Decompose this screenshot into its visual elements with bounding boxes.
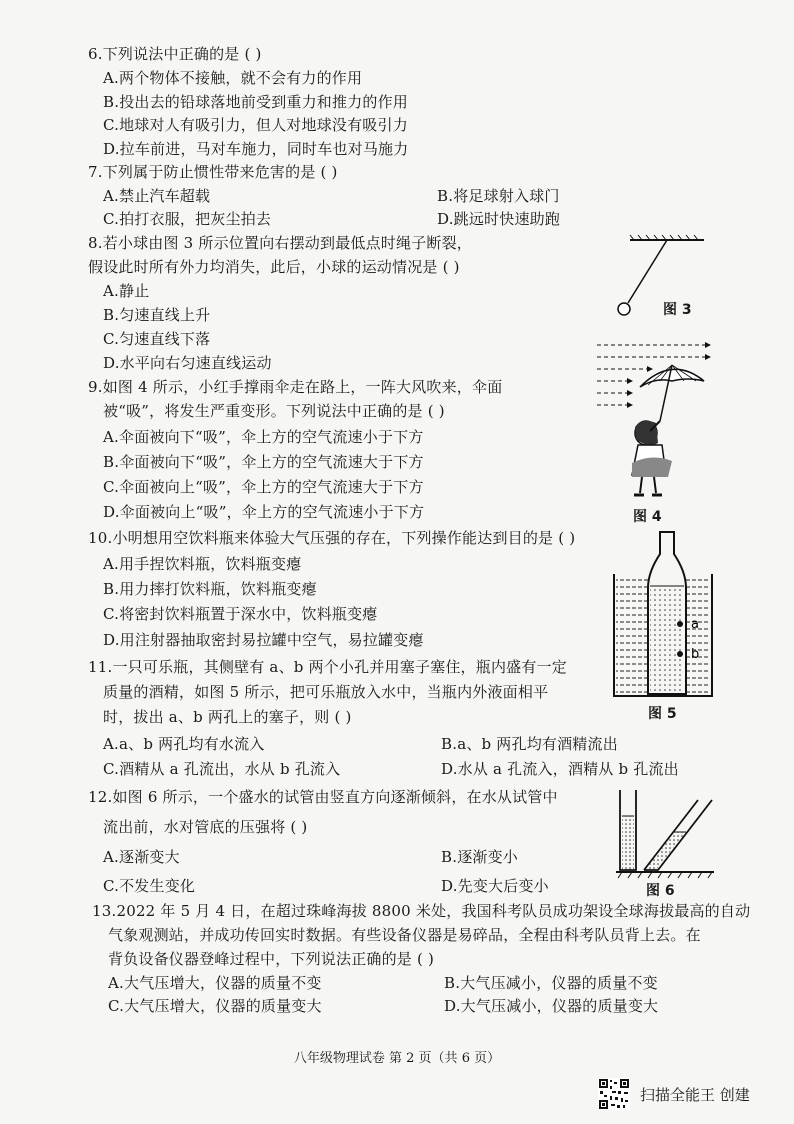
q11-stem-line2: 质量的酒精，如图 5 所示，把可乐瓶放入水中，当瓶内外液面相平 [103, 683, 549, 701]
scanner-watermark-label: 扫描全能王 创建 [640, 1086, 750, 1104]
q9-option-a: A.伞面被向下“吸”，伞上方的空气流速小于下方 [103, 428, 424, 446]
q13-option-b: B.大气压减小，仪器的质量不变 [444, 974, 658, 992]
q10-option-d: D.用注射器抽取密封易拉罐中空气，易拉罐变瘪 [103, 631, 424, 649]
q7-option-d: D.跳远时快速助跑 [437, 210, 561, 228]
figure-5-caption: 图 5 [648, 706, 677, 722]
q10-option-a: A.用手捏饮料瓶，饮料瓶变瘪 [103, 555, 302, 573]
q13-option-d: D.大气压减小，仪器的质量变大 [444, 997, 659, 1015]
q12-option-d: D.先变大后变小 [441, 877, 549, 895]
q11-stem-line3: 时，拔出 a、b 两孔上的塞子，则 ( ) [103, 708, 352, 726]
figure-3-pendulum [612, 232, 712, 322]
q12-stem-line1: 12.如图 6 所示，一个盛水的试管由竖直方向逐渐倾斜，在水从试管中 [88, 788, 558, 806]
q6-stem: 6.下列说法中正确的是 ( ) [88, 45, 262, 63]
figure-4-caption: 图 4 [633, 509, 662, 525]
q12-stem-line2: 流出前，水对管底的压强将 ( ) [103, 818, 308, 836]
figure-5-bottle-in-water [608, 528, 716, 700]
q6-option-d: D.拉车前进，马对车施力，同时车也对马施力 [103, 140, 409, 158]
figure-3-caption: 图 3 [663, 302, 692, 318]
q9-option-b: B.伞面被向下“吸”，伞上方的空气流速大于下方 [103, 453, 424, 471]
q7-option-b: B.将足球射入球门 [437, 187, 560, 205]
q10-stem: 10.小明想用空饮料瓶来体验大气压强的存在，下列操作能达到目的是 ( ) [88, 529, 576, 547]
qr-code-icon [598, 1078, 630, 1110]
q13-stem-line2: 气象观测站，并成功传回实时数据。有些设备仪器是易碎品，全程由科考队员背上去。在 [108, 926, 701, 944]
q7-stem: 7.下列属于防止惯性带来危害的是 ( ) [88, 163, 338, 181]
figure-5-label-b: b [691, 647, 700, 662]
q8-stem-line2: 假设此时所有外力均消失，此后，小球的运动情况是 ( ) [88, 258, 460, 276]
q11-option-b: B.a、b 两孔均有酒精流出 [441, 735, 618, 753]
q7-option-a: A.禁止汽车超载 [103, 187, 211, 205]
q13-stem-line3: 背负设备仪器登峰过程中，下列说法正确的是 ( ) [108, 950, 435, 968]
q6-option-a: A.两个物体不接触，就不会有力的作用 [103, 69, 363, 87]
q11-option-d: D.水从 a 孔流入，酒精从 b 孔流出 [441, 760, 679, 778]
q9-option-d: D.伞面被向上“吸”，伞上方的空气流速小于下方 [103, 503, 425, 521]
figure-4-umbrella-girl [592, 335, 717, 505]
q6-option-b: B.投出去的铅球落地前受到重力和推力的作用 [103, 93, 408, 111]
figure-5-label-a: a [691, 617, 699, 632]
figure-6-caption: 图 6 [646, 883, 675, 899]
q9-option-c: C.伞面被向上“吸”，伞上方的空气流速大于下方 [103, 478, 424, 496]
q9-stem-line2: 被“吸”，将发生严重变形。下列说法中正确的是 ( ) [103, 402, 445, 420]
q11-option-a: A.a、b 两孔均有水流入 [103, 735, 265, 753]
q13-stem-line1: 13.2022 年 5 月 4 日，在超过珠峰海拔 8800 米处，我国科考队员成功架设全球海拔最高的自动 [92, 902, 751, 920]
q10-option-b: B.用力摔打饮料瓶，饮料瓶变瘪 [103, 580, 317, 598]
q8-option-b: B.匀速直线上升 [103, 306, 211, 324]
figure-6-test-tubes [612, 790, 718, 880]
q6-option-c: C.地球对人有吸引力，但人对地球没有吸引力 [103, 116, 408, 134]
q8-stem-line1: 8.若小球由图 3 所示位置向右摆动到最低点时绳子断裂， [88, 234, 472, 252]
q13-option-c: C.大气压增大，仪器的质量变大 [108, 997, 322, 1015]
q11-stem-line1: 11.一只可乐瓶，其侧壁有 a、b 两个小孔并用塞子塞住，瓶内盛有一定 [88, 658, 567, 676]
page-footer: 八年级物理试卷 第 2 页（共 6 页） [293, 1051, 501, 1066]
q9-stem-line1: 9.如图 4 所示，小红手撑雨伞走在路上，一阵大风吹来，伞面 [88, 378, 503, 396]
q8-option-c: C.匀速直线下落 [103, 330, 211, 348]
q12-option-c: C.不发生变化 [103, 877, 196, 895]
q8-option-a: A.静止 [103, 282, 150, 300]
q8-option-d: D.水平向右匀速直线运动 [103, 354, 272, 372]
q7-option-c: C.拍打衣服，把灰尘拍去 [103, 210, 272, 228]
scanner-watermark [598, 1078, 778, 1112]
q12-option-b: B.逐渐变小 [441, 848, 518, 866]
q12-option-a: A.逐渐变大 [103, 848, 180, 866]
q10-option-c: C.将密封饮料瓶置于深水中，饮料瓶变瘪 [103, 605, 378, 623]
q11-option-c: C.酒精从 a 孔流出，水从 b 孔流入 [103, 760, 341, 778]
q13-option-a: A.大气压增大，仪器的质量不变 [108, 974, 322, 992]
